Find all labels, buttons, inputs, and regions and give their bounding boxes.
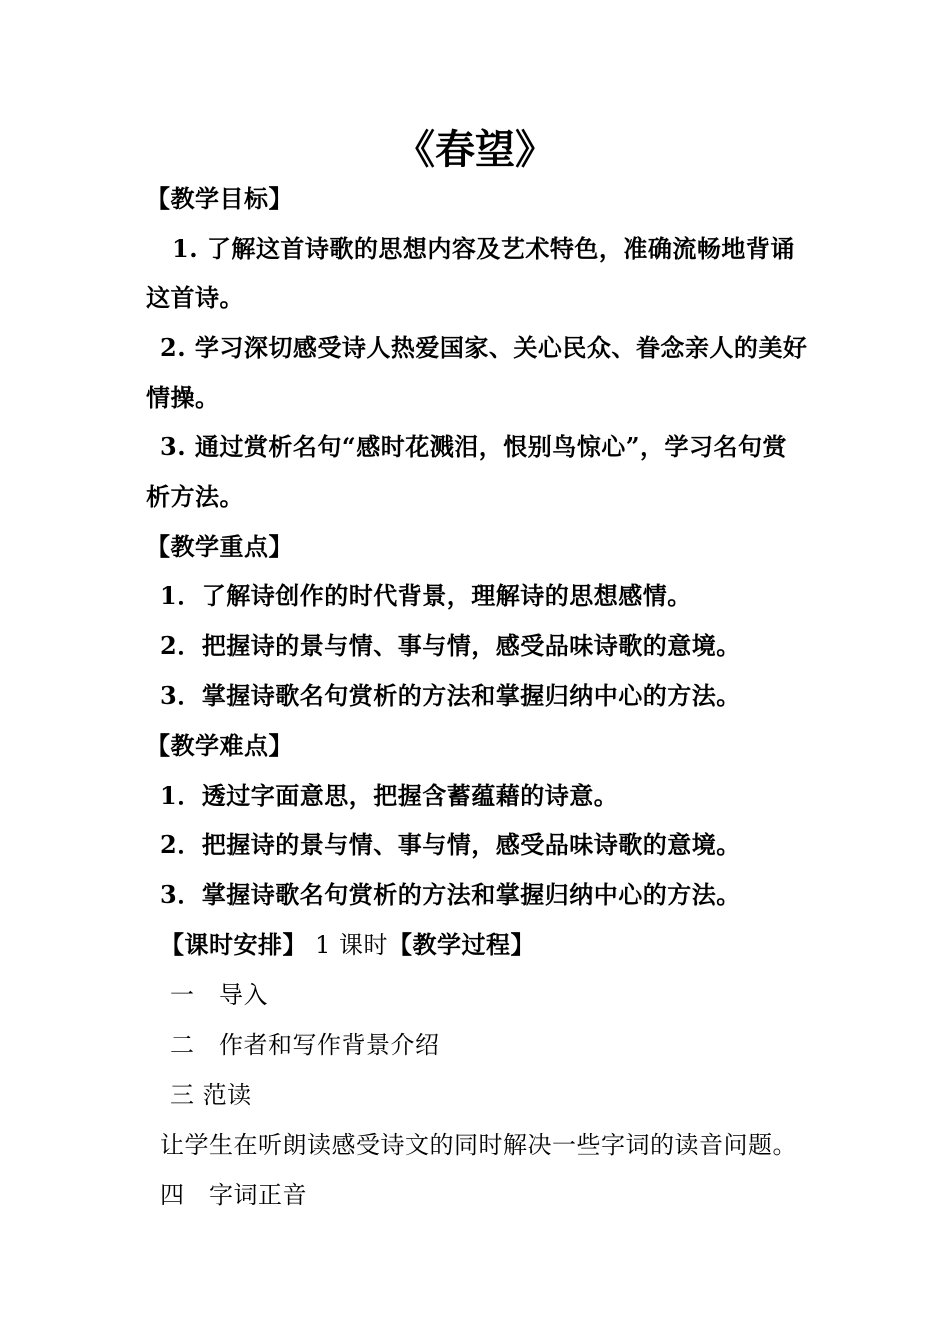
teaching-goals-heading: 【教学目标】 bbox=[146, 184, 293, 213]
difficulty-item: 3．掌握诗歌名句赏析的方法和掌握归纳中心的方法。 bbox=[160, 880, 741, 909]
process-step-4: 四 字词正音 bbox=[160, 1181, 307, 1209]
schedule-value: 1 课时 bbox=[315, 931, 389, 959]
difficulty-item: 2．把握诗的景与情、事与情，感受品味诗歌的意境。 bbox=[160, 830, 741, 859]
goal-2-line-1: 2. 学习深切感受诗人热爱国家、关心民众、眷念亲人的美好 bbox=[160, 333, 808, 362]
teaching-process-heading: 【教学过程】 bbox=[388, 930, 536, 959]
difficulties-heading: 【教学难点】 bbox=[146, 731, 293, 760]
process-step-3-description: 让学生在听朗读感受诗文的同时解决一些字词的读音问题。 bbox=[160, 1131, 797, 1159]
process-step-2: 二 作者和写作背景介绍 bbox=[170, 1031, 440, 1059]
key-point-item: 2．把握诗的景与情、事与情，感受品味诗歌的意境。 bbox=[160, 631, 741, 660]
key-points-heading: 【教学重点】 bbox=[146, 532, 293, 561]
key-point-item: 1．了解诗创作的时代背景，理解诗的思想感情。 bbox=[160, 581, 692, 610]
schedule-line bbox=[160, 930, 535, 960]
goal-3-line-2: 析方法。 bbox=[146, 482, 244, 511]
goal-3-line-1: 3. 通过赏析名句“感时花溅泪，恨别鸟惊心”，学习名句赏 bbox=[160, 432, 788, 461]
schedule-label: 【课时安排】 bbox=[160, 930, 307, 959]
goal-2-line-2: 情操。 bbox=[146, 383, 220, 412]
difficulty-item: 1．透过字面意思，把握含蓄蕴藉的诗意。 bbox=[160, 781, 619, 810]
document-title: 《春望》 bbox=[395, 126, 555, 173]
key-point-item: 3．掌握诗歌名句赏析的方法和掌握归纳中心的方法。 bbox=[160, 681, 741, 710]
goal-1-line-1: 1. 了解这首诗歌的思想内容及艺术特色，准确流畅地背诵 bbox=[172, 234, 795, 263]
process-step-1: 一 导入 bbox=[170, 981, 268, 1009]
goal-1-line-2: 这首诗。 bbox=[146, 283, 244, 312]
process-step-3: 三 范读 bbox=[170, 1081, 252, 1109]
